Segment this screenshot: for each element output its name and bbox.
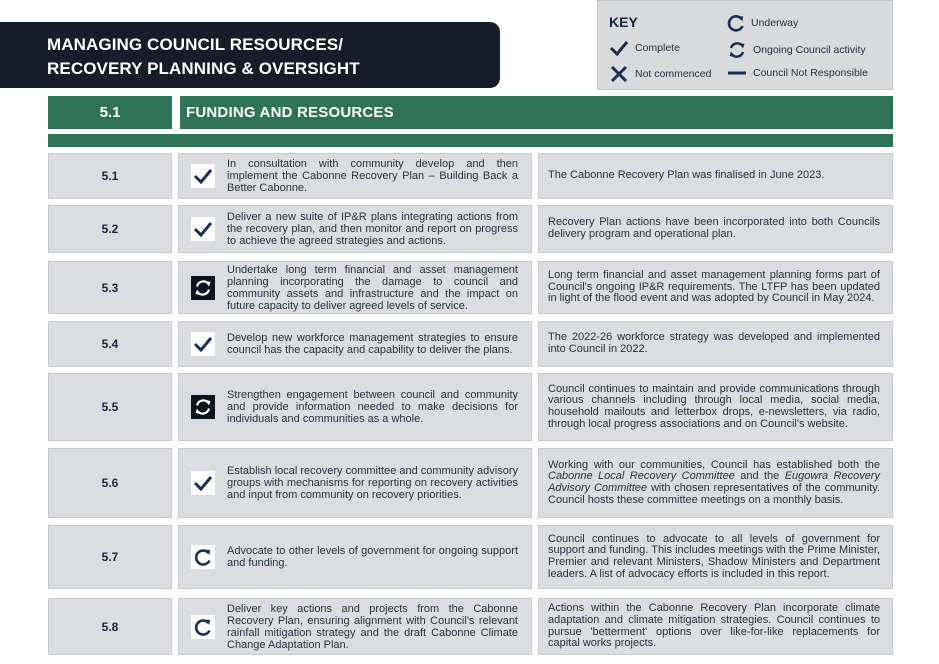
committee-name: Eugowra Recovery Advisory Committee <box>548 470 880 494</box>
comment-text <box>548 460 880 506</box>
action-cell <box>178 598 532 655</box>
ongoing-icon <box>191 276 215 300</box>
action-text: Establish local recovery committee and community advisory groups with mechanisms for reporting on recovery activities and input from community on recovery priorities. <box>227 465 519 501</box>
action-cell <box>178 205 532 253</box>
page-title-line-1: MANAGING COUNCIL RESOURCES/ <box>47 35 344 54</box>
row-number: 5.5 <box>48 373 172 441</box>
table-row <box>48 598 893 655</box>
section-number: 5.1 <box>48 96 172 129</box>
committee-name: Cabonne Local Recovery Committee <box>548 470 735 483</box>
comment-segment: Council continues to maintain and provide communications through various channels including through local media, social media, household mailouts and letterbox drops, e-newsletters, via radio, through local progress associations and on Council's website. <box>548 382 880 430</box>
row-number: 5.3 <box>48 261 172 314</box>
action-cell <box>178 373 532 441</box>
action-cell <box>178 448 532 518</box>
action-text: Advocate to other levels of government for ongoing support and funding. <box>227 545 518 569</box>
action-text: Strengthen engagement between council and community and provide information needed to make decisions for individuals and communities as a whole. <box>227 389 518 425</box>
check-icon <box>191 471 215 495</box>
row-number: 5.8 <box>48 598 172 655</box>
comment-segment: Working with our communities, Council has established both the <box>548 458 880 471</box>
comment-cell <box>538 205 893 253</box>
table-header-strip <box>48 134 893 147</box>
page-title-banner <box>0 22 500 88</box>
action-text: In consultation with community develop and then implement the Cabonne Recovery Plan – Building Back a Better Cabonne. <box>227 158 518 194</box>
key-complete <box>609 40 680 56</box>
comment-text <box>548 603 880 649</box>
action-cell <box>178 321 532 367</box>
key-underway <box>727 14 798 32</box>
table-row <box>48 525 893 589</box>
table-row <box>48 373 893 441</box>
comment-text <box>548 534 880 580</box>
ongoing-icon <box>191 395 215 419</box>
row-number: 5.7 <box>48 525 172 589</box>
comment-cell <box>538 153 893 199</box>
check-icon <box>191 164 215 188</box>
comment-cell <box>538 373 893 441</box>
key-complete-label: Complete <box>635 42 680 54</box>
underway-icon <box>191 615 215 639</box>
key-title: KEY <box>609 14 638 30</box>
table-row <box>48 321 893 367</box>
ongoing-icon <box>727 40 747 60</box>
comment-segment: Actions within the Cabonne Recovery Plan incorporate climate adaptation and climate mitigation strategies. Council continues to pursue 'betterment' options over like-for-like replacements for capital works projects. <box>548 602 880 650</box>
action-text: Develop new workforce management strategies to ensure council has the capacity and capability to deliver the plans. <box>227 332 518 356</box>
underway-icon <box>727 14 745 32</box>
row-number: 5.6 <box>48 448 172 518</box>
comment-cell <box>538 448 893 518</box>
comment-text <box>548 332 880 355</box>
comment-text <box>548 170 824 182</box>
cross-icon <box>609 65 629 83</box>
table-row <box>48 205 893 253</box>
key-not-responsible-label: Council Not Responsible <box>753 67 868 79</box>
comment-cell <box>538 525 893 589</box>
check-icon <box>191 332 215 356</box>
page-title-line-2: RECOVERY PLANNING & OVERSIGHT <box>47 59 360 78</box>
comment-cell <box>538 321 893 367</box>
key-not-commenced <box>609 65 711 83</box>
comment-cell <box>538 598 893 655</box>
key-not-responsible <box>727 67 868 79</box>
comment-text <box>548 217 880 240</box>
comment-segment: with chosen representatives of the community. Council hosts these committee meetings on a monthly basis. <box>548 482 880 506</box>
section-title: FUNDING AND RESOURCES <box>180 96 893 129</box>
action-cell <box>178 153 532 199</box>
comment-text <box>548 384 880 430</box>
row-number: 5.2 <box>48 205 172 253</box>
status-key <box>597 0 893 90</box>
comment-segment: The Cabonne Recovery Plan was finalised in June 2023. <box>548 169 825 182</box>
comment-segment: Recovery Plan actions have been incorporated into both Councils delivery program and operational plan. <box>548 216 880 240</box>
row-number: 5.1 <box>48 153 172 199</box>
comment-segment: and the <box>734 470 785 483</box>
check-icon <box>191 217 215 241</box>
comment-segment: Council continues to advocate to all levels of government for support and funding. This includes meetings with the Prime Minister, Premier and relevant Ministers, Shadow Ministers and Department leaders. A list of advocacy efforts is included in this report. <box>548 532 880 580</box>
table-row <box>48 261 893 314</box>
action-text: Deliver a new suite of IP&R plans integrating actions from the recovery plan, and then monitor and report on progress to achieve the agreed strategies and actions. <box>227 211 518 247</box>
action-text: Undertake long term financial and asset management planning incorporating the damage to council and community assets and infrastructure and the impact on future capacity to deliver agreed levels of service. <box>227 263 518 312</box>
key-not-commenced-label: Not commenced <box>635 68 712 80</box>
key-ongoing-label: Ongoing Council activity <box>753 44 866 56</box>
comment-segment: The 2022-26 workforce strategy was developed and implemented into Council in 2022. <box>548 331 880 355</box>
key-ongoing <box>727 40 866 60</box>
comment-text <box>548 270 880 305</box>
row-number: 5.4 <box>48 321 172 367</box>
action-cell <box>178 261 532 314</box>
underway-icon <box>191 545 215 569</box>
comment-cell <box>538 261 893 314</box>
action-text: Deliver key actions and projects from the Cabonne Recovery Plan, ensuring alignment with Council's relevant rainfall mitigation strategy and the draft Cabonne Climate Change Adaptation Plan. <box>227 602 518 651</box>
check-icon <box>609 40 629 56</box>
table-row <box>48 153 893 199</box>
key-underway-label: Underway <box>751 17 799 29</box>
table-row <box>48 448 893 518</box>
comment-segment: Long term financial and asset management planning forms part of Council's ongoing IP&R requirements. The LTFP has been updated in light of the flood event and was adopted by Council in May 2024. <box>548 269 880 305</box>
action-cell <box>178 525 532 589</box>
dash-icon <box>727 68 747 78</box>
